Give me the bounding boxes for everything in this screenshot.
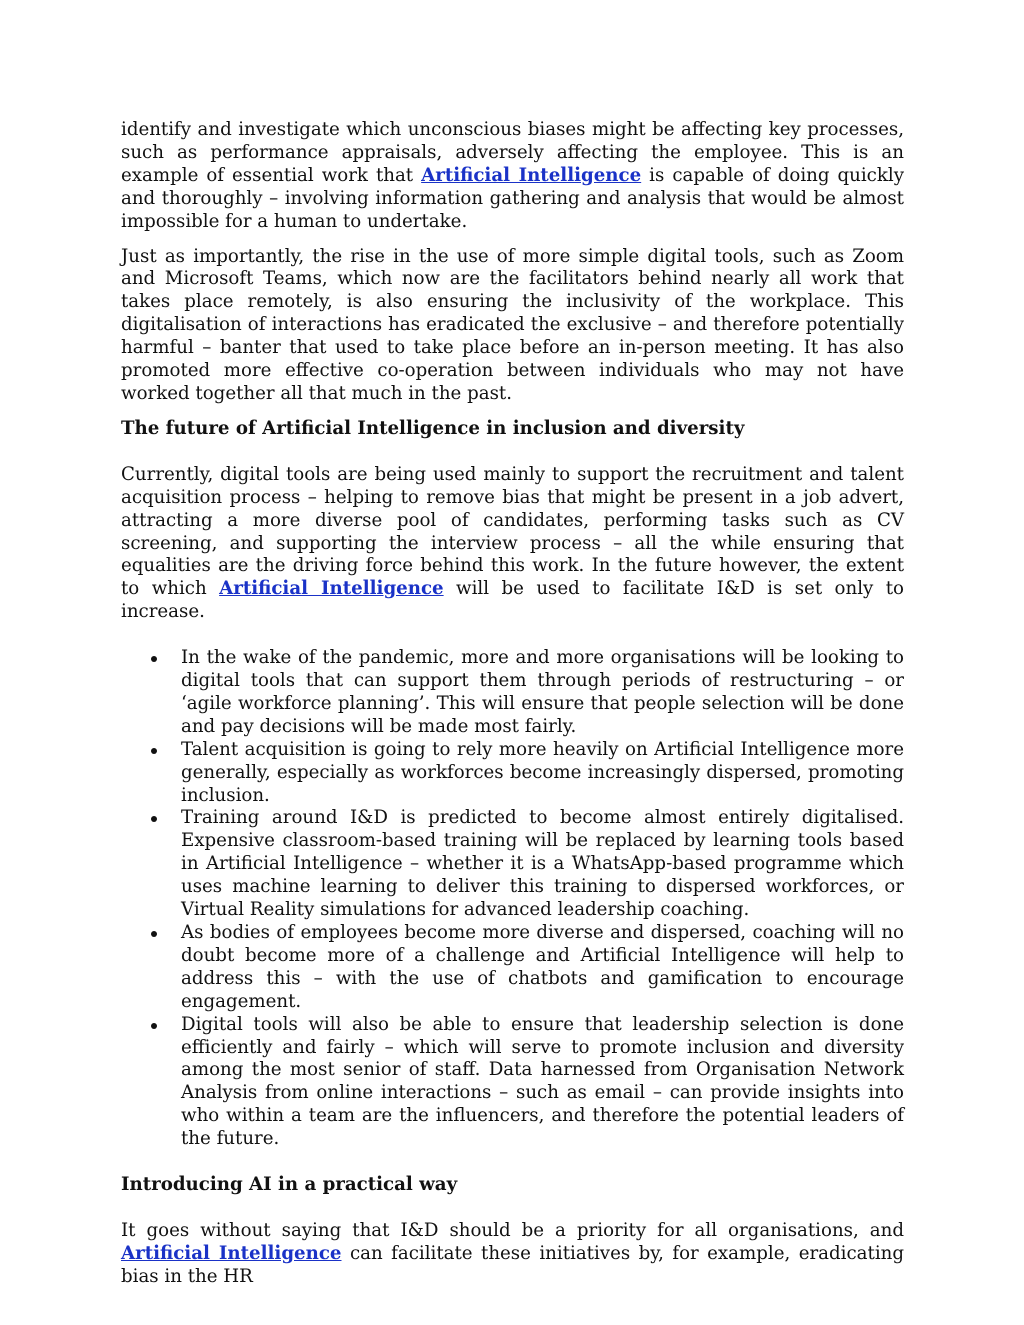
bullet-text: In the wake of the pandemic, more and more organisations will be looking to digital tools that can support them through periods of restructuring – or ‘agile workforce planning’. This will ensure that people selection will be done and pay decisions will be made most fairly. (181, 647, 904, 737)
bullet-icon (151, 816, 157, 822)
artificial-intelligence-link[interactable]: Artificial Intelligence (121, 1242, 342, 1264)
bullet-item (121, 922, 904, 1014)
bullet-text: Talent acquisition is going to rely more heavily on Artificial Intelligence more generally, especially as workforces become increasingly dispersed, promoting inclusion. (181, 738, 904, 806)
paragraph-intro (121, 119, 904, 234)
bullet-text: Digital tools will also be able to ensure that leadership selection is done efficiently and fairly – which will serve to promote inclusion and diversity among the most senior of staff. Data harnessed from Organisation Network Analysis from online interactions – such as email – can provide insights into who within a team are the influencers, and therefore the potential leaders of the future. (181, 1013, 904, 1150)
bullet-icon (151, 1023, 157, 1029)
paragraph-currently (121, 464, 904, 624)
paragraph-text: is capable of doing quickly and thoroughly – involving information gathering and analysis that would be almost impossible for a human to undertake. (121, 164, 904, 232)
bullet-item (121, 1014, 904, 1151)
paragraph-text: Currently, digital tools are being used mainly to support the recruitment and talent acquisition process – helping to remove bias that might be present in a job advert, attracting a more diverse pool of candidates, performing tasks such as CV screening, and supporting the interview process – all the while ensuring that equalities are the driving force behind this work. In the future however, the extent to which (121, 463, 904, 600)
paragraph-text: It goes without saying that I&D should be a priority for all organisations, and (121, 1219, 904, 1241)
paragraph-text: will be used to facilitate I&D is set only to increase. (121, 578, 904, 623)
bullet-list (121, 647, 904, 1151)
document-page (121, 119, 904, 1289)
bullet-item (121, 739, 904, 808)
artificial-intelligence-link[interactable]: Artificial Intelligence (421, 164, 642, 186)
artificial-intelligence-link[interactable]: Artificial Intelligence (219, 578, 444, 600)
paragraph-digital-tools: Just as importantly, the rise in the use of more simple digital tools, such as Zoom and Microsoft Teams, which now are the facilitators behind nearly all work that takes place remotely, is also ensuring the inclusivity of the workplace. This digitalisation of interactions has eradicated the exclusive – and therefore potentially harmful – banter that used to take place before an in-person meeting. It has also promoted more effective co-operation between individuals who may not have worked together all that much in the past. (121, 245, 904, 404)
bullet-item (121, 647, 904, 739)
bullet-text: Training around I&D is predicted to become almost entirely digitalised. Expensive classroom-based training will be replaced by learning tools based in Artificial Intelligence – whether it is a WhatsApp-based programme which uses machine learning to deliver this training to dispersed workforces, or Virtual Reality simulations for advanced leadership coaching. (181, 807, 904, 921)
paragraph-text: can facilitate these initiatives by, for example, eradicating bias in the HR (121, 1242, 904, 1287)
bullet-text: As bodies of employees become more diverse and dispersed, coaching will no doubt become more of a challenge and Artificial Intelligence will help to address this – with the use of chatbots and gamification to encourage engagement. (181, 922, 904, 1012)
bullet-icon (151, 748, 157, 754)
paragraph-text: identify and investigate which unconscious biases might be affecting key processes, such as performance appraisals, adversely affecting the employee. This is an example of essential work that (121, 119, 904, 186)
paragraph-it-goes (121, 1220, 904, 1289)
bullet-icon (151, 931, 157, 937)
bullet-item (121, 807, 904, 922)
section-heading-introducing-ai: Introducing AI in a practical way (121, 1174, 458, 1196)
bullet-icon (151, 656, 157, 662)
section-heading-future: The future of Artificial Intelligence in inclusion and diversity (121, 417, 745, 439)
